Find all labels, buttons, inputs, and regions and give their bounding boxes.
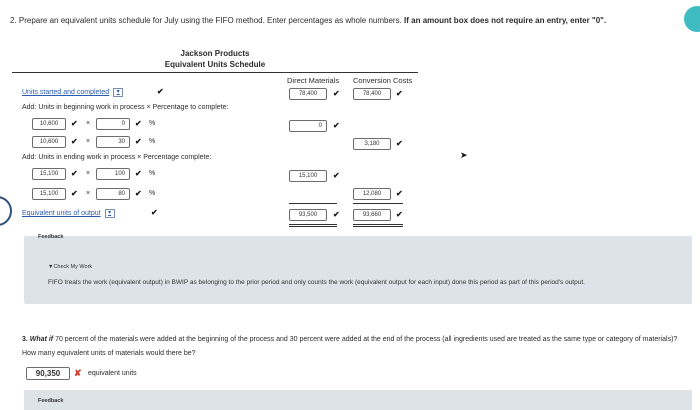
bwip-cc-percent-input[interactable]: 30 bbox=[96, 136, 130, 148]
ewip-cc-result-input[interactable]: 12,080 bbox=[353, 188, 391, 200]
question-2-zero-entry: "0". bbox=[591, 16, 607, 25]
check-icon: ✔ bbox=[135, 169, 142, 178]
check-icon: ✔ bbox=[135, 189, 142, 198]
total-units-dropdown[interactable] bbox=[22, 209, 115, 218]
schedule-company: Jackson Products bbox=[180, 49, 250, 58]
check-icon: ✔ bbox=[71, 137, 78, 146]
check-my-work-toggle[interactable]: ▼Check My Work bbox=[48, 264, 93, 270]
check-icon: ✔ bbox=[333, 210, 340, 219]
question-2-text: Prepare an equivalent units schedule for July using the FIFO method. Enter percentages as whole numbers. bbox=[18, 16, 402, 25]
percent-symbol: % bbox=[149, 120, 156, 127]
col-header-conversion-costs: Conversion Costs bbox=[353, 76, 413, 85]
question-3-answer-input[interactable]: 90,350 bbox=[26, 367, 70, 380]
check-icon: ✔ bbox=[71, 119, 78, 128]
check-icon: ✔ bbox=[333, 121, 340, 130]
equivalent-units-label: equivalent units bbox=[88, 370, 137, 377]
total-cc-input[interactable]: 93,660 bbox=[353, 209, 391, 221]
nav-circle-right[interactable] bbox=[684, 6, 700, 32]
units-started-dm-input[interactable]: 78,400 bbox=[289, 88, 327, 100]
nav-circle-left bbox=[0, 196, 12, 226]
ewip-dm-percent-input[interactable]: 100 bbox=[96, 168, 130, 180]
col-header-direct-materials: Direct Materials bbox=[287, 76, 340, 85]
units-started-cc-input[interactable]: 78,400 bbox=[353, 88, 391, 100]
ewip-dm-units-input[interactable]: 15,100 bbox=[32, 168, 66, 180]
question-3-lead: What if bbox=[29, 336, 54, 343]
check-icon: ✔ bbox=[396, 139, 403, 148]
check-icon: ✔ bbox=[157, 87, 164, 96]
feedback-text: FIFO treats the work (equivalent output) in BWIP as belonging to the prior period and only counts the work (equivalent output for each input) done this period as part of this period's output. bbox=[48, 279, 585, 286]
times-symbol: × bbox=[86, 190, 91, 197]
chevron-down-icon[interactable]: ▾ bbox=[105, 209, 115, 218]
check-icon: ✔ bbox=[333, 89, 340, 98]
schedule-top-rule bbox=[12, 72, 418, 73]
ewip-cc-units-input[interactable]: 15,100 bbox=[32, 188, 66, 200]
dm-subtotal-rule bbox=[289, 203, 337, 204]
wrong-x-icon: ✘ bbox=[74, 368, 82, 378]
check-icon: ✔ bbox=[396, 210, 403, 219]
mouse-cursor-icon: ➤ bbox=[460, 150, 468, 160]
question-3-number: 3. bbox=[22, 336, 28, 343]
question-2-bold-note: If an amount box does not require an entry, enter bbox=[404, 16, 590, 25]
schedule-title: Equivalent Units Schedule bbox=[164, 60, 266, 69]
total-select-label: Equivalent units of output bbox=[22, 210, 101, 217]
bwip-cc-result-input[interactable]: 3,180 bbox=[353, 138, 391, 150]
bwip-dm-result-input[interactable]: 0 bbox=[289, 120, 327, 132]
question-2-number: 2. bbox=[10, 16, 17, 25]
units-started-dropdown[interactable] bbox=[22, 88, 123, 97]
check-icon: ✔ bbox=[396, 189, 403, 198]
ewip-cc-percent-input[interactable]: 80 bbox=[96, 188, 130, 200]
add-ewip-label: Add: Units in ending work in process × Percentage complete: bbox=[22, 154, 212, 161]
check-icon: ✔ bbox=[151, 208, 158, 217]
times-symbol: × bbox=[86, 120, 91, 127]
bwip-dm-units-input[interactable]: 10,600 bbox=[32, 118, 66, 130]
add-bwip-label: Add: Units in beginning work in process × Percentage to complete: bbox=[22, 104, 229, 111]
question-3-prompt bbox=[22, 333, 684, 361]
cc-total-double-rule bbox=[353, 224, 403, 227]
check-icon: ✔ bbox=[71, 169, 78, 178]
check-icon: ✔ bbox=[135, 137, 142, 146]
percent-symbol: % bbox=[149, 190, 156, 197]
chevron-down-icon[interactable]: ▾ bbox=[113, 88, 123, 97]
feedback-label: Feedback bbox=[38, 234, 64, 240]
percent-symbol: % bbox=[149, 170, 156, 177]
feedback-panel bbox=[24, 236, 692, 304]
times-symbol: × bbox=[86, 138, 91, 145]
ewip-dm-result-input[interactable]: 15,100 bbox=[289, 170, 327, 182]
question-3-text: 70 percent of the materials were added at the beginning of the process and 30 percent were added at the end of the process (all ingredients used are treated as the same type or category of materials)? How many equivalent units of materials would there be? bbox=[22, 336, 678, 357]
percent-symbol: % bbox=[149, 138, 156, 145]
bwip-dm-percent-input[interactable]: 0 bbox=[96, 118, 130, 130]
cc-subtotal-rule bbox=[353, 203, 403, 204]
units-started-select-label: Units started and completed bbox=[22, 89, 110, 96]
check-icon: ✔ bbox=[135, 119, 142, 128]
total-dm-input[interactable]: 93,500 bbox=[289, 209, 327, 221]
check-icon: ✔ bbox=[333, 171, 340, 180]
question-2-prompt bbox=[10, 15, 675, 27]
feedback-panel-2 bbox=[24, 390, 692, 410]
dm-total-double-rule bbox=[289, 224, 337, 227]
check-icon: ✔ bbox=[71, 189, 78, 198]
times-symbol: × bbox=[86, 170, 91, 177]
feedback-label-2: Feedback bbox=[38, 398, 64, 404]
bwip-cc-units-input[interactable]: 10,600 bbox=[32, 136, 66, 148]
check-icon: ✔ bbox=[396, 89, 403, 98]
